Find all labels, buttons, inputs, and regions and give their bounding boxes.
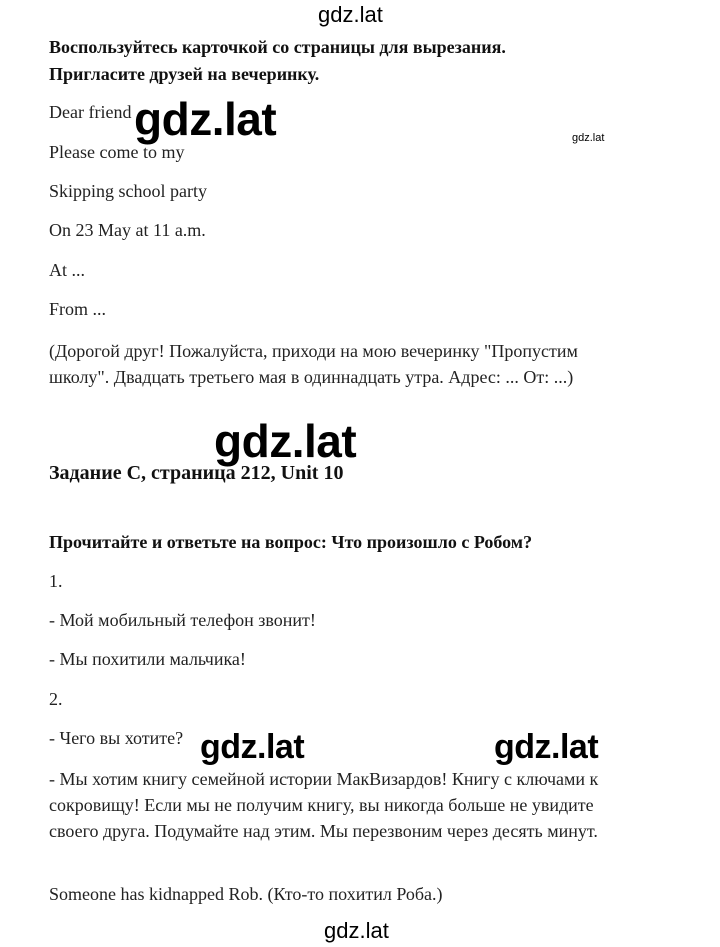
section-title: Задание C, страница 212, Unit 10 xyxy=(49,462,344,484)
part-2-line-1: - Чего вы хотите? xyxy=(49,728,184,748)
part-1-number: 1. xyxy=(49,571,63,591)
invitation-line-1: Please come to my xyxy=(49,142,185,162)
section-question: Прочитайте и ответьте на вопрос: Что произошло с Робом? xyxy=(49,532,533,552)
watermark-bottom: gdz.lat xyxy=(324,918,389,943)
part-1-line-1: - Мой мобильный телефон звонит! xyxy=(49,610,316,630)
part-2-line-2: - Мы хотим книгу семейной истории МакВизардов! Книгу с ключами к сокровищу! Если мы не получим книгу, вы никогда больше не увидите своего друга. Подумайте над этим. Мы перезвоним через десять минут. xyxy=(49,769,599,841)
answer-line: Someone has kidnapped Rob. (Кто-то похитил Роба.) xyxy=(49,884,443,904)
task-instruction-line-2: Пригласите друзей на вечеринку. xyxy=(49,64,320,84)
invitation-line-5: From ... xyxy=(49,299,107,319)
watermark-upper-right-tiny: gdz.lat xyxy=(572,132,605,144)
invitation-line-4: At ... xyxy=(49,260,85,280)
invitation-line-3: On 23 May at 11 a.m. xyxy=(49,220,206,240)
watermark-upper-large: gdz.lat xyxy=(134,93,277,145)
invitation-line-2: Skipping school party xyxy=(49,181,207,201)
part-2-number: 2. xyxy=(49,689,63,709)
watermark-top: gdz.lat xyxy=(318,2,383,27)
invitation-greeting: Dear friend xyxy=(49,102,132,122)
watermark-center-large: gdz.lat xyxy=(214,415,357,467)
task-instruction-line-1: Воспользуйтесь карточкой со страницы для вырезания. xyxy=(49,37,506,57)
watermark-lower-right: gdz.lat xyxy=(494,728,599,766)
part-1-line-2: - Мы похитили мальчика! xyxy=(49,649,246,669)
watermark-lower-left: gdz.lat xyxy=(200,728,305,766)
invitation-translation: (Дорогой друг! Пожалуйста, приходи на мою вечеринку "Пропустим школу". Двадцать третьего мая в одиннадцать утра. Адрес: ... От: ...) xyxy=(49,341,578,387)
